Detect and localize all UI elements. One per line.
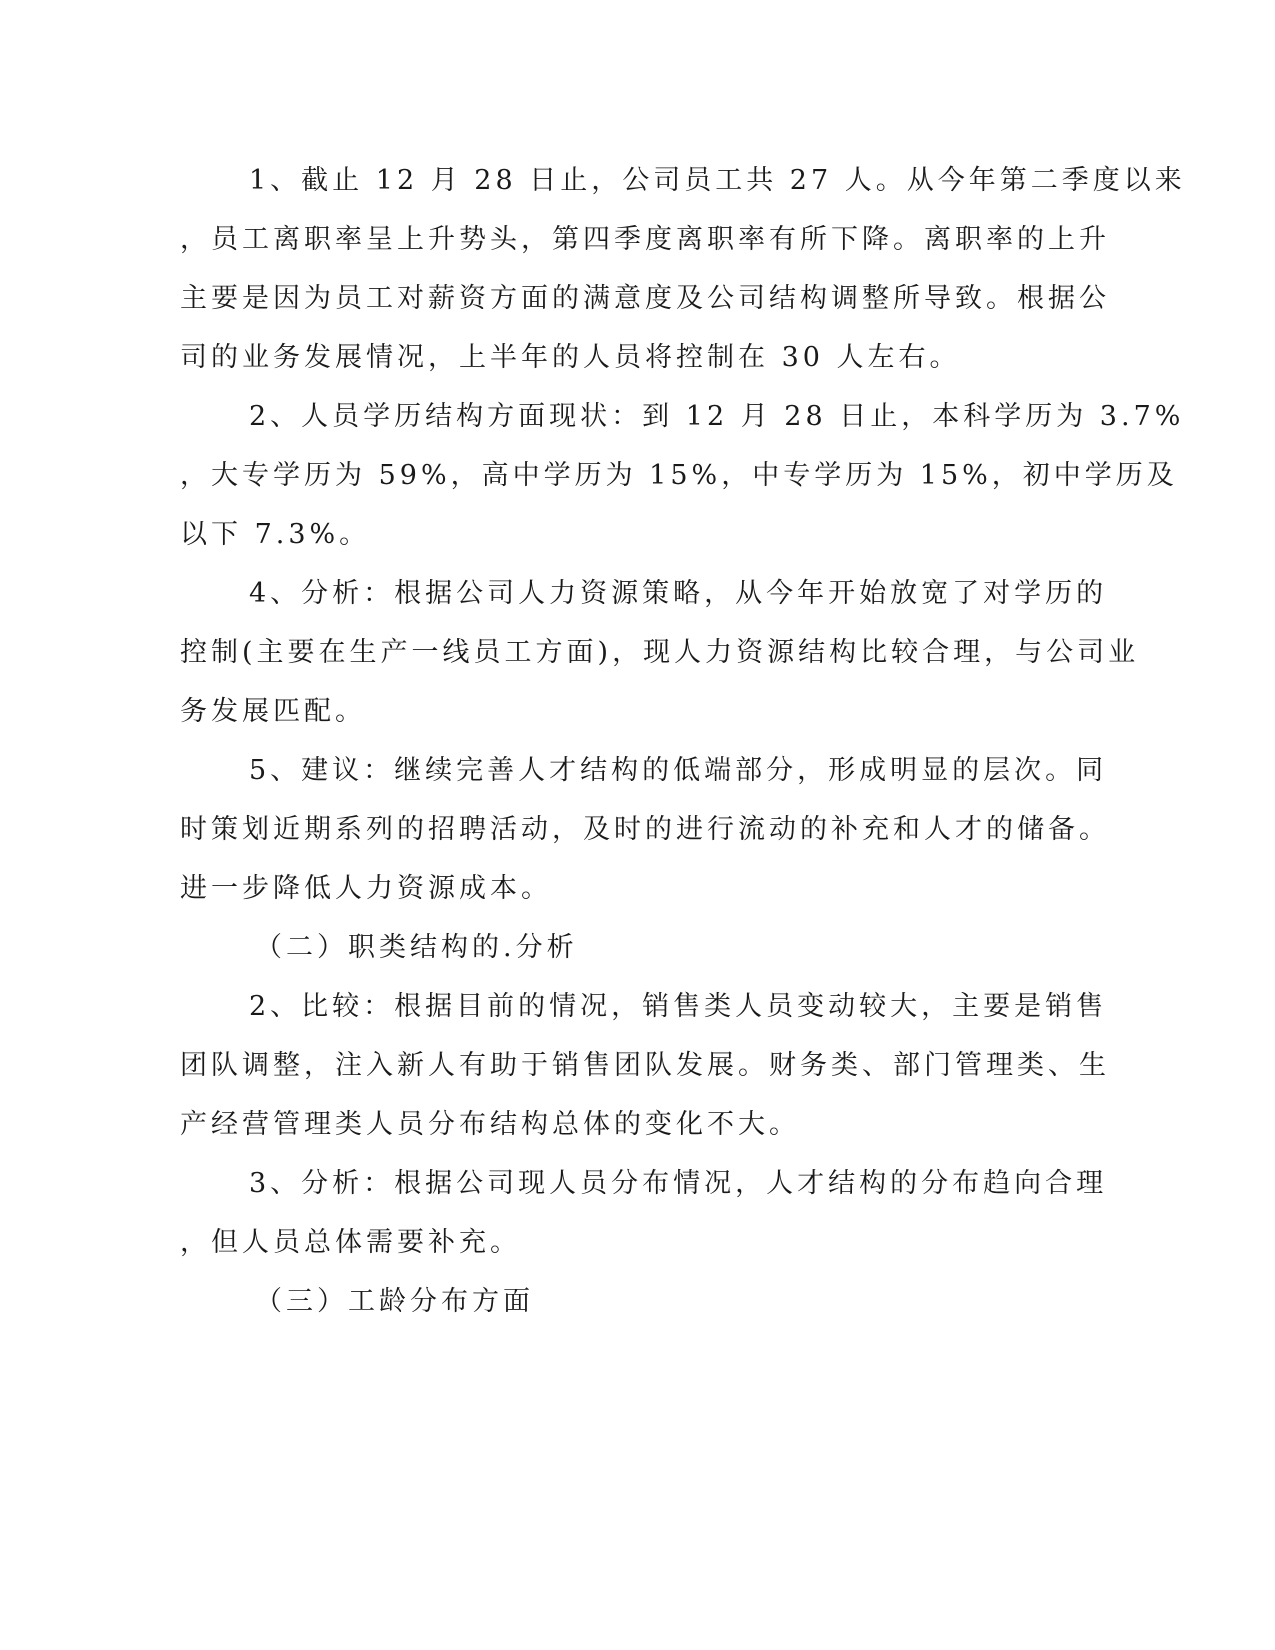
text-line-10: 务发展匹配。 (180, 696, 366, 727)
text-line-15: 2、比较：根据目前的情况，销售类人员变动较大，主要是销售 (249, 991, 1108, 1022)
text-line-1: 1、截止 12 月 28 日止，公司员工共 27 人。从今年第二季度以来 (249, 165, 1186, 196)
text-line-6: ，大专学历为 59%，高中学历为 15%，中专学历为 15%，初中学历及 (180, 460, 1178, 491)
text-line-17: 产经营管理类人员分布结构总体的变化不大。 (180, 1109, 800, 1140)
text-line-8: 4、分析：根据公司人力资源策略，从今年开始放宽了对学历的 (249, 578, 1108, 609)
text-line-2: ，员工离职率呈上升势头，第四季度离职率有所下降。离职率的上升 (180, 224, 1110, 255)
text-line-3: 主要是因为员工对薪资方面的满意度及公司结构调整所导致。根据公 (180, 283, 1110, 314)
text-line-4: 司的业务发展情况，上半年的人员将控制在 30 人左右。 (180, 342, 961, 373)
text-line-16: 团队调整，注入新人有助于销售团队发展。财务类、部门管理类、生 (180, 1050, 1110, 1081)
text-line-18: 3、分析：根据公司现人员分布情况，人才结构的分布趋向合理 (249, 1168, 1108, 1199)
section-heading-3: （三）工龄分布方面 (255, 1286, 534, 1317)
text-line-7: 以下 7.3%。 (180, 519, 371, 550)
text-line-5: 2、人员学历结构方面现状：到 12 月 28 日止，本科学历为 3.7% (249, 401, 1185, 432)
text-line-19: ，但人员总体需要补充。 (180, 1227, 521, 1258)
section-heading-2: （二）职类结构的.分析 (255, 932, 578, 963)
text-line-9: 控制(主要在生产一线员工方面)，现人力资源结构比较合理，与公司业 (180, 637, 1140, 668)
text-line-12: 时策划近期系列的招聘活动，及时的进行流动的补充和人才的储备。 (180, 814, 1110, 845)
text-line-13: 进一步降低人力资源成本。 (180, 873, 552, 904)
text-line-11: 5、建议：继续完善人才结构的低端部分，形成明显的层次。同 (249, 755, 1108, 786)
